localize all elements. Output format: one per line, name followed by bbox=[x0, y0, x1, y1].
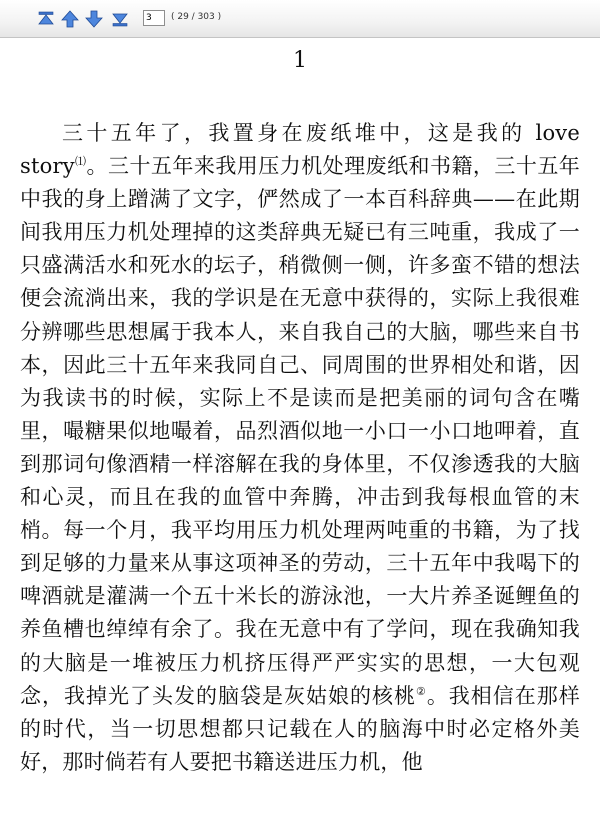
first-page-icon bbox=[36, 9, 56, 29]
arrow-down-icon bbox=[84, 9, 104, 29]
paragraph-text-part1: 三十五年了，我置身在废纸堆中，这是我的 love story bbox=[20, 121, 580, 179]
page-count-label: ( 29 / 303 ) bbox=[171, 12, 222, 22]
paragraph-text-part2: 。三十五年来我用压力机处理废纸和书籍，三十五年中我的身上蹭满了文字，俨然成了一本百科辞典——在此期间我用压力机处理掉的这类辞典无疑已有三吨重，我成了一只盛满活水和死水的坛子，稍微侧一侧，许多蛮不错的想法便会流淌出来，我的学识是在无意中获得的，实际上我很难分辨哪些思想属于我本人，来自我自己的大脑，哪些来自书本，因此三十五年来我同自己、同周围的世界相处和谐，因为我读书的时候，实际上不是读而是把美丽的词句含在嘴里，嘬糖果似地嘬着，品烈酒似地一小口一小口地呷着，直到那词句像酒精一样溶解在我的身体里，不仅渗透我的大脑和心灵，而且在我的血管中奔腾，冲击到我每根血管的末梢。每一个月，我平均用压力机处理两吨重的书籍，为了找到足够的力量来从事这项神圣的劳动，三十五年中我喝下的啤酒就是灌满一个五十米长的游泳池，一大片养圣诞鲤鱼的养鱼槽也绰绰有余了。我在无意中有了学问，现在我确知我的大脑是一堆被压力机挤压得严严实实的思想，一大包观念，我掉光了头发的脑袋是灰姑娘的核桃 bbox=[20, 154, 581, 708]
last-page-button[interactable] bbox=[110, 9, 130, 29]
last-page-icon bbox=[110, 9, 130, 29]
viewer-toolbar bbox=[0, 0, 600, 38]
footnote-marker-1[interactable]: ⑴ bbox=[74, 155, 87, 169]
paragraph-text-part3: 。我相信在那样的时代，当一切思想都只记载在人的脑海中时必定格外美好，那时倘若有人要把书籍送进压力机，他 bbox=[20, 683, 580, 774]
footnote-marker-2[interactable]: ② bbox=[415, 684, 427, 698]
arrow-up-icon bbox=[60, 9, 80, 29]
page-number: 1 bbox=[293, 48, 307, 73]
body-paragraph bbox=[20, 117, 580, 779]
previous-page-button[interactable] bbox=[60, 9, 80, 29]
next-page-button[interactable] bbox=[84, 9, 104, 29]
first-page-button[interactable] bbox=[36, 9, 56, 29]
page-number-input[interactable] bbox=[143, 10, 165, 26]
